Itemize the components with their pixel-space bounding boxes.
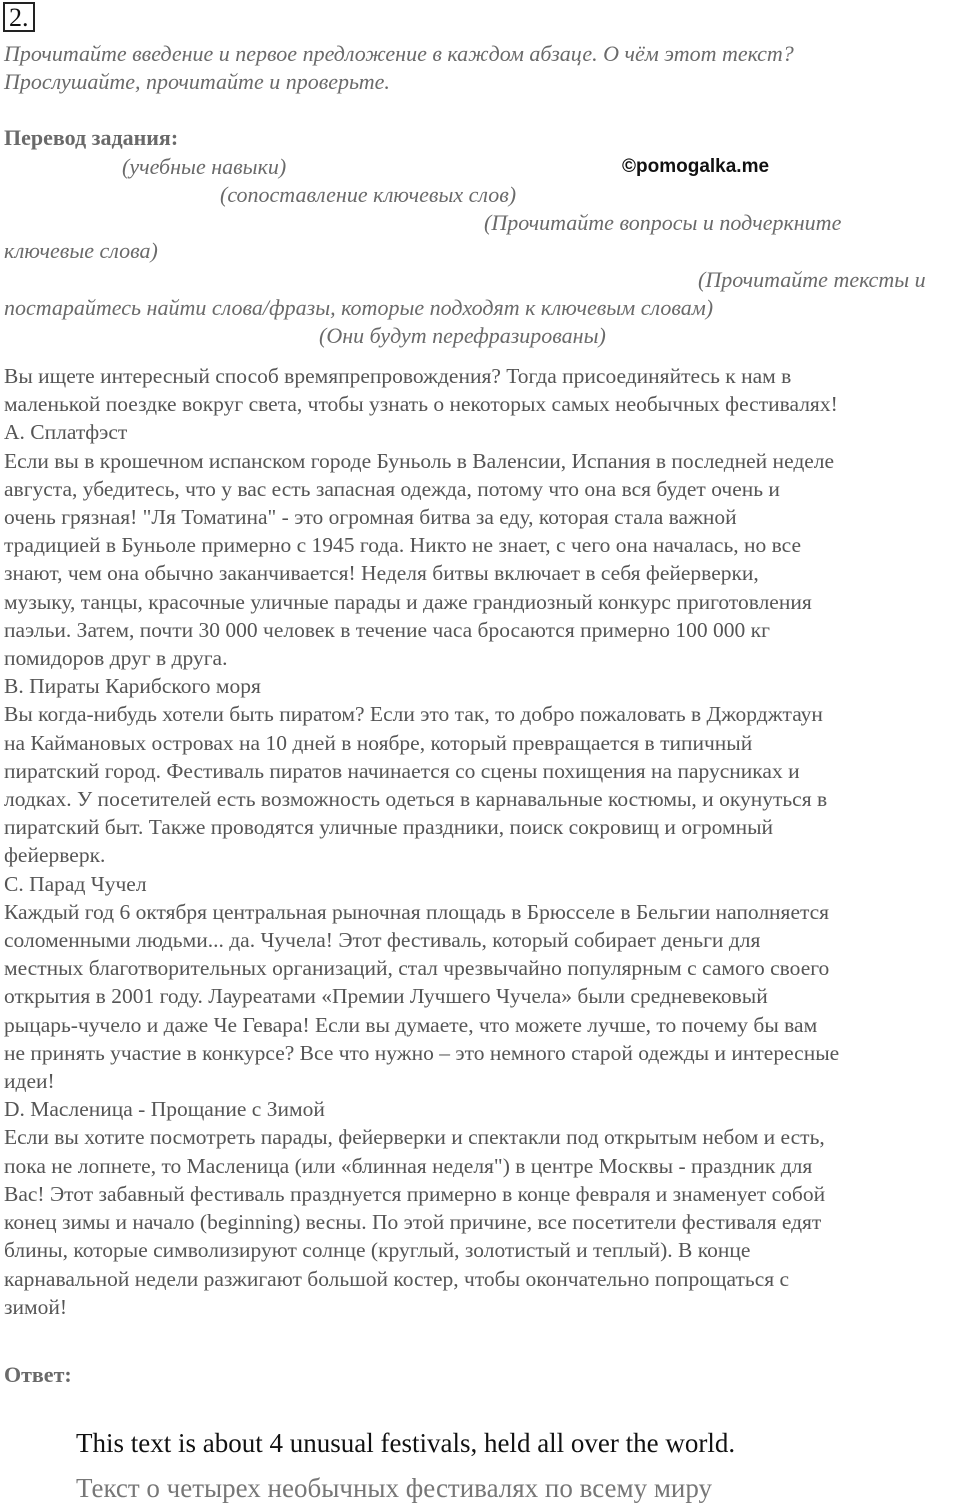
- instruction-line-2: Прослушайте, прочитайте и проверьте.: [4, 69, 390, 94]
- body-line: не принять участие в конкурсе? Все что нужно – это немного старой одежды и интересные: [4, 1040, 840, 1065]
- translation-read-questions-1: (Прочитайте вопросы и подчеркните: [484, 210, 842, 235]
- section-heading-d: D. Масленица - Прощание с Зимой: [4, 1097, 325, 1122]
- translation-read-texts-1: (Прочитайте тексты и: [698, 267, 926, 292]
- translation-heading: Перевод задания:: [4, 125, 179, 150]
- instruction-line-1: Прочитайте введение и первое предложение в каждом абзаце. О чём этот текст?: [4, 41, 794, 66]
- body-line: Вы ищете интересный способ времяпрепровождения? Тогда присоединяйтесь к нам в: [4, 364, 792, 388]
- body-line: блины, которые символизируют солнце (круглый, золотистый и теплый). В конце: [4, 1238, 751, 1263]
- body-line: лодках. У посетителей есть возможность одеться в карнавальные костюмы, и окунуться в: [4, 787, 828, 812]
- answer-russian: Текст о четырех необычных фестивалях по всему миру: [76, 1473, 713, 1503]
- body-line: помидоров друг в друга.: [4, 646, 228, 671]
- body-line: местных благотворительных организаций, стал чрезвычайно популярным с самого своего: [4, 956, 830, 981]
- body-line: карнавальной недели разжигают большой костер, чтобы окончательно попрощаться с: [4, 1266, 790, 1291]
- body-line: знают, чем она обычно заканчивается! Неделя битвы включает в себя фейерверки,: [4, 561, 759, 586]
- watermark: ©pomogalka.me: [622, 156, 770, 177]
- answer-heading: Ответ:: [4, 1362, 72, 1387]
- task-number: 2.: [3, 2, 35, 32]
- body-line: идеи!: [4, 1069, 55, 1094]
- answer-english: This text is about 4 unusual festivals, held all over the world.: [76, 1428, 736, 1458]
- body-line: рыцарь-чучело и даже Че Гевара! Если вы думаете, что можете лучше, то почему бы вам: [4, 1012, 818, 1037]
- section-heading-b: B. Пираты Карибского моря: [4, 674, 261, 699]
- body-line: фейерверк.: [4, 843, 106, 868]
- translation-matching-keywords: (сопоставление ключевых слов): [220, 182, 517, 207]
- body-line: зимой!: [4, 1294, 68, 1319]
- body-line: традицией в Буньоле примерно с 1945 года. Никто не знает, с чего она началась, но все: [4, 533, 802, 558]
- body-line: Каждый год 6 октября центральная рыночная площадь в Брюсселе в Бельгии наполняется: [4, 899, 830, 924]
- body-line: Если вы хотите посмотреть парады, фейерверки и спектакли под открытым небом и есть,: [4, 1125, 825, 1150]
- body-line: музыку, танцы, красочные уличные парады и даже грандиозный конкурс приготовления: [4, 589, 812, 614]
- translation-study-skills: (учебные навыки): [122, 154, 287, 179]
- body-line: открытия в 2001 году. Лауреатами «Премии Лучшего Чучела» были средневековый: [4, 984, 768, 1009]
- body-line: на Каймановых островах на 10 дней в ноябре, который превращается в типичный: [4, 730, 753, 755]
- body-line: пока не лопнете, то Масленица (или «блинная неделя") в центре Москвы - праздник для: [4, 1153, 813, 1178]
- translation-read-texts-2: постарайтесь найти слова/фразы, которые подходят к ключевым словам): [4, 295, 714, 320]
- body-line: соломенными людьми... да. Чучела! Этот фестиваль, который собирает деньги для: [4, 928, 761, 953]
- body-line: паэльи. Затем, почти 30 000 человек в течение часа бросаются примерно 100 000 кг: [4, 617, 770, 642]
- article-body: [4, 362, 960, 1321]
- translation-read-questions-2: ключевые слова): [4, 238, 158, 263]
- section-heading-a: A. Сплатфэст: [4, 420, 128, 445]
- body-line: пиратский город. Фестиваль пиратов начинается со сцены похищения на парусниках и: [4, 758, 800, 783]
- body-line: маленькой поездке вокруг света, чтобы узнать о некоторых самых необычных фестивалях!: [4, 392, 838, 417]
- body-line: очень грязная! "Ля Томатина" - это огромная битва за еду, которая стала важной: [4, 505, 737, 530]
- translation-paraphrased: (Они будут перефразированы): [319, 323, 606, 348]
- body-line: августа, убедитесь, что у вас есть запасная одежда, потому что она вся будет очень и: [4, 476, 780, 501]
- section-heading-c: C. Парад Чучел: [4, 871, 147, 896]
- body-line: Вы когда-нибудь хотели быть пиратом? Если это так, то добро пожаловать в Джорджтаун: [4, 702, 823, 727]
- body-line: конец зимы и начало (beginning) весны. По этой причине, все посетители фестиваля едят: [4, 1210, 822, 1235]
- body-line: пиратский быт. Также проводятся уличные праздники, поиск сокровищ и огромный: [4, 815, 774, 840]
- body-line: Вас! Этот забавный фестиваль празднуется примерно в конце февраля и знаменует собой: [4, 1181, 826, 1206]
- body-line: Если вы в крошечном испанском городе Буньоль в Валенсии, Испания в последней неделе: [4, 448, 835, 473]
